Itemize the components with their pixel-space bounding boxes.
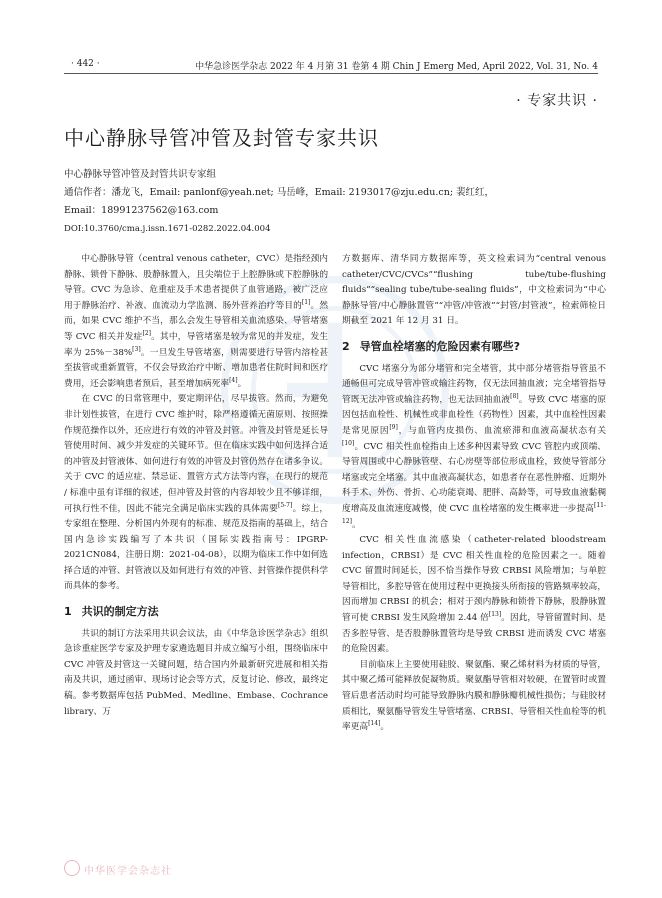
article-title: 中心静脉导管冲管及封管专家共识 bbox=[64, 126, 379, 150]
section-heading: 1 共识的制定方法 bbox=[64, 605, 159, 619]
citation: [8] bbox=[510, 392, 519, 400]
article-meta bbox=[64, 166, 604, 238]
paragraph: 目前临床上主要使用硅胶、聚氨酯、聚乙烯材料为材质的导管，其中聚乙烯可能释放促凝物质。聚氨酯导管相对较硬，在置管时或置管后患者活动时均可能导致静脉内膜和静脉瓣机械性损伤；与硅胶材质相比，聚氨酯导管发生导管堵塞、CRBSI、导管相关性血栓等的机率更高[14]。 bbox=[342, 659, 606, 733]
journal-running-header: 中华急诊医学杂志 2022 年 4 月第 31 卷第 4 期 Chin J Emerg Med, April 2022, Vol. 31, No. 4 bbox=[195, 62, 598, 72]
paragraph: 方数据库、清华同方数据库等，英文检索词为“central venous catheter/CVC/CVCs”“flushing tube/tube-flushing fluids”“sealing tube/tube-sealing fluids”，中文检索词为“中心静脉导管/中心静脉置管”“冲管/冲管液”“封管/封管液”，检索筛检日期截至 2021 年 12 月 31 日。 bbox=[342, 254, 606, 327]
body-column-right bbox=[342, 252, 606, 736]
header-divider bbox=[64, 73, 598, 74]
citation: [9] bbox=[389, 424, 398, 432]
citation: [1] bbox=[301, 298, 311, 306]
citation: [14] bbox=[368, 720, 381, 728]
citation: [3] bbox=[132, 345, 141, 353]
citation: [11-12] bbox=[342, 502, 606, 525]
paragraph: 共识的制订方法采用共识会议法，由《中华急诊医学杂志》组织急诊重症医学专家及护理专家遴选题目并成立编写小组，围绕临床中 CVC 冲管及封管这一关键问题，结合国内外最新研究进展和相关指南及共识，通过函审、现场讨论会等方式，反复讨论、修改，最终定稿。参考数据库包括 PubMed、Medline、Embase、Cochrance library、万 bbox=[64, 628, 328, 717]
paragraph: CVC 相关性血流感染（catheter-related bloodstream infection，CRBSI）是 CVC 相关性血栓的危险因素之一。随着 CVC 留置时间延长，因不恰当操作导致 CRBSI 风险增加；与单腔导管相比，多腔导管在使用过程中更换接头所衔接的管路频率较高，因而增加 CRBSI 的机会；相对于颈内静脉和锁骨下静脉，股静脉置管可使 CRBSI 发生风险增加 2.44 倍[13]。因此，导管留置时间、是否多腔导管、是否股静脉置管均是导致 CRBSI 进而诱发 CVC 堵塞的危险因素。 bbox=[342, 535, 606, 655]
paragraph: CVC 堵塞分为部分堵管和完全堵管，其中部分堵管指导管虽不通畅但可完成导管冲管或输注药物，仅无法回抽血液；完全堵管指导管既无法冲管或输注药物，也无法回抽血液[8]。导致 CVC 堵塞的原因包括血栓性、机械性或非血栓性（药物性）因素，其中血栓性因素是常见原因[9]，与血管内皮损伤、血流瘀滞和血液高凝状态有关[10]。CVC 相关性血栓指由上述多种因素导致 CVC 管腔内或顶端、导管周围或中心静脉管壁、右心房壁等部位形成血栓，致使导管部分堵塞或完全堵塞。其中血液高凝状态，如患者存在恶性肿瘤、近期外科手术、外伤、骨折、心功能衰竭、肥胖、高龄等，可导致血液黏稠度增高及血流速度减慢，使 CVC 血栓堵塞的发生概率进一步提高[11-12]。 bbox=[342, 363, 607, 530]
author-group: 中心静脉导管冲管及封管共识专家组 bbox=[64, 169, 217, 180]
corresponding-authors: 通信作者：潘龙飞，Email: panlonf@yeah.net; 马岳峰，Email: 2193017@zju.edu.cn; 裴红红， bbox=[64, 187, 495, 198]
citation: [13] bbox=[488, 611, 502, 619]
citation: [10] bbox=[342, 439, 355, 447]
corresponding-authors-cont: Email：18991237562@163.com bbox=[64, 205, 219, 216]
section-heading: 2 导管血栓堵塞的危险因素有哪些? bbox=[342, 339, 521, 353]
paragraph: 在 CVC 的日常管理中，要定期评估，尽早拔管。然而，为避免非计划性拔管，在进行 CVC 维护时，除严格遵循无菌原则、按照操作规范操作以外，还应进行有效的冲管及封管。冲管及封管是延长导管使用时间、减少并发症的关键环节。但在临床实践中如何选择合适的冲管及封管液体、如何进行有效的冲管及封管仍然存在诸多争议。关于 CVC 的适应症、禁忌证、置管方式方法等内容，在现行的规范 / 标准中虽有详细的叙述，但冲管及封管的内容却较少且不够详细，可执行性不佳，因此不能完全满足临床实践的具体需要[5-7]。综上，专家组在整理、分析国内外现有的标准、规范及指南的基础上，结合国内急诊实践编写了本共识（国际实践指南号：IPGRP-2021CN084，注册日期：2021-04-08），以期为临床工作中如何选择合适的冲管、封管液以及如何进行有效的冲管、封管操作提供科学而具体的参考。 bbox=[64, 394, 329, 592]
section-tag: · 专家共识 · bbox=[516, 93, 598, 109]
publisher-seal-icon bbox=[64, 860, 80, 876]
citation: [5-7] bbox=[278, 501, 293, 509]
paragraph: 中心静脉导管（central venous catheter，CVC）是指经颈内静脉、锁骨下静脉、股静脉置入，且尖端位于上腔静脉或下腔静脉的导管。CVC 为急诊、危重症及手术患者提供了血管通路，被广泛应用于静脉治疗、补液、血流动力学监测、肠外营养治疗等目的[1]。然而，如果 CVC 维护不当，那么会发生导管相关血流感染、导管堵塞等 CVC 相关并发症[2]。其中，导管堵塞是较为常见的并发症，发生率为 25%－38%[3]。一旦发生导管堵塞，则需要进行导管内溶栓甚至拔管或重新置管，不仅会导致治疗中断、增加患者住院时间和医疗费用，还会影响患者预后，甚至增加病死率[4]。 bbox=[64, 254, 329, 389]
citation: [2] bbox=[142, 330, 152, 338]
doi: DOI:10.3760/cma.j.issn.1671-0282.2022.04.004 bbox=[64, 224, 271, 234]
publisher-logo: 中华医学会杂志社 bbox=[84, 866, 172, 877]
body-column-left bbox=[64, 252, 328, 720]
citation: [4] bbox=[229, 376, 238, 384]
page-number: · 442 · bbox=[71, 59, 100, 69]
